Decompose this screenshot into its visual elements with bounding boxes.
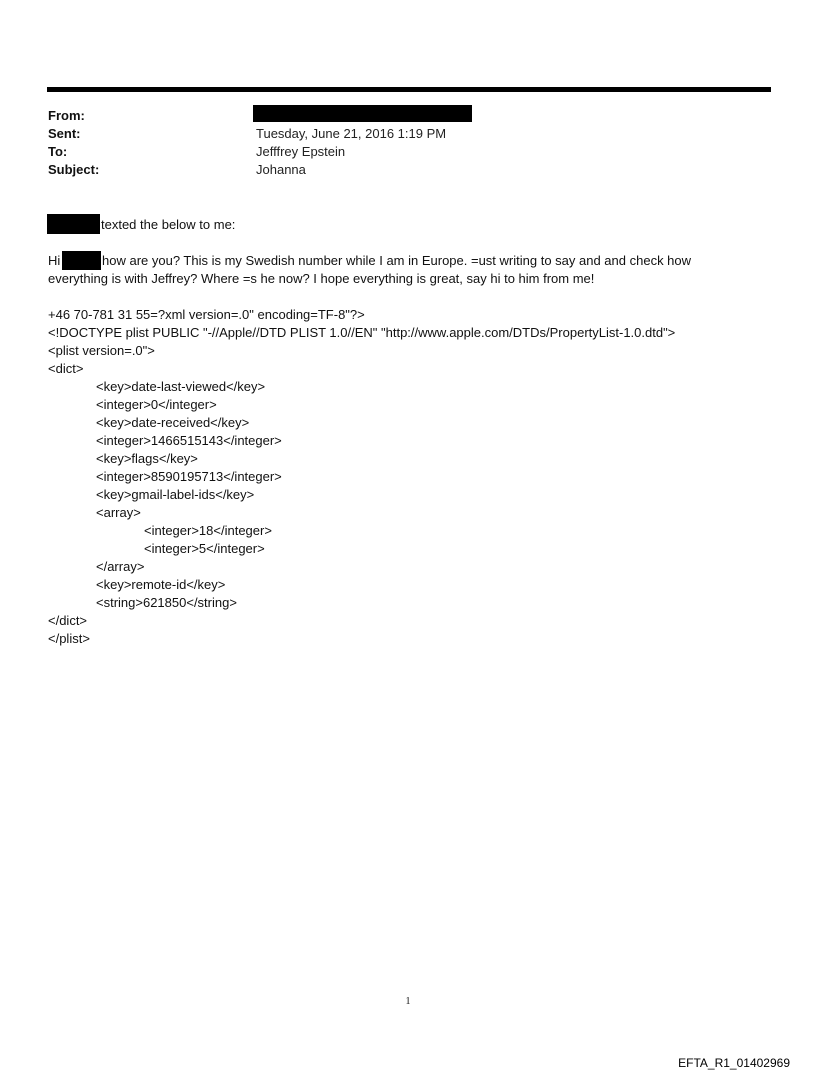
message-line-1: [48, 252, 768, 270]
code-line: </array>: [96, 559, 145, 574]
to-row: [48, 144, 748, 162]
sent-row: [48, 126, 748, 144]
code-line: <key>remote-id</key>: [96, 577, 226, 592]
message-line-2: everything is with Jeffrey? Where =s he now? I hope everything is great, say hi to him from me!: [48, 271, 595, 286]
code-line: <key>gmail-label-ids</key>: [96, 487, 255, 502]
code-line: <integer>1466515143</integer>: [96, 433, 282, 448]
code-line: <integer>0</integer>: [96, 397, 217, 412]
redaction-sender-name: [47, 214, 100, 234]
subject-value: Johanna: [256, 162, 306, 177]
message-line1-text: how are you? This is my Swedish number while I am in Europe. =ust writing to say and and check how: [102, 253, 692, 268]
code-line: <key>flags</key>: [96, 451, 198, 466]
sent-value: Tuesday, June 21, 2016 1:19 PM: [256, 126, 447, 141]
code-line: <integer>5</integer>: [144, 541, 265, 556]
sent-label: Sent:: [48, 126, 81, 141]
subject-row: [48, 162, 748, 180]
redaction-from: [253, 105, 472, 122]
page-number: 1: [405, 996, 411, 1007]
code-line: +46 70-781 31 55=?xml version=.0" encoding=TF-8"?>: [48, 307, 365, 322]
document-id: EFTA_R1_01402969: [678, 1056, 790, 1070]
code-line: <key>date-received</key>: [96, 415, 250, 430]
code-line: <array>: [96, 505, 141, 520]
plist-block: [48, 306, 675, 648]
to-value: Jefffrey Epstein: [256, 144, 346, 159]
code-line: <dict>: [48, 361, 84, 376]
code-line: <string>621850</string>: [96, 595, 237, 610]
code-line: <plist version=.0">: [48, 343, 155, 358]
to-label: To:: [48, 144, 68, 159]
code-line: </plist>: [48, 631, 90, 646]
code-line: <integer>8590195713</integer>: [96, 469, 282, 484]
message-paragraph: [48, 252, 768, 288]
header-rule: [47, 87, 771, 92]
intro-text: texted the below to me:: [101, 217, 236, 232]
code-line: <!DOCTYPE plist PUBLIC "-//Apple//DTD PLIST 1.0//EN" "http://www.apple.com/DTDs/PropertyList-1.0.dtd">: [48, 325, 676, 340]
code-line: <key>date-last-viewed</key>: [96, 379, 266, 394]
code-line: <integer>18</integer>: [144, 523, 272, 538]
subject-label: Subject:: [48, 162, 100, 177]
from-label: From:: [48, 108, 85, 123]
code-line: </dict>: [48, 613, 88, 628]
message-hi: Hi: [48, 253, 61, 268]
